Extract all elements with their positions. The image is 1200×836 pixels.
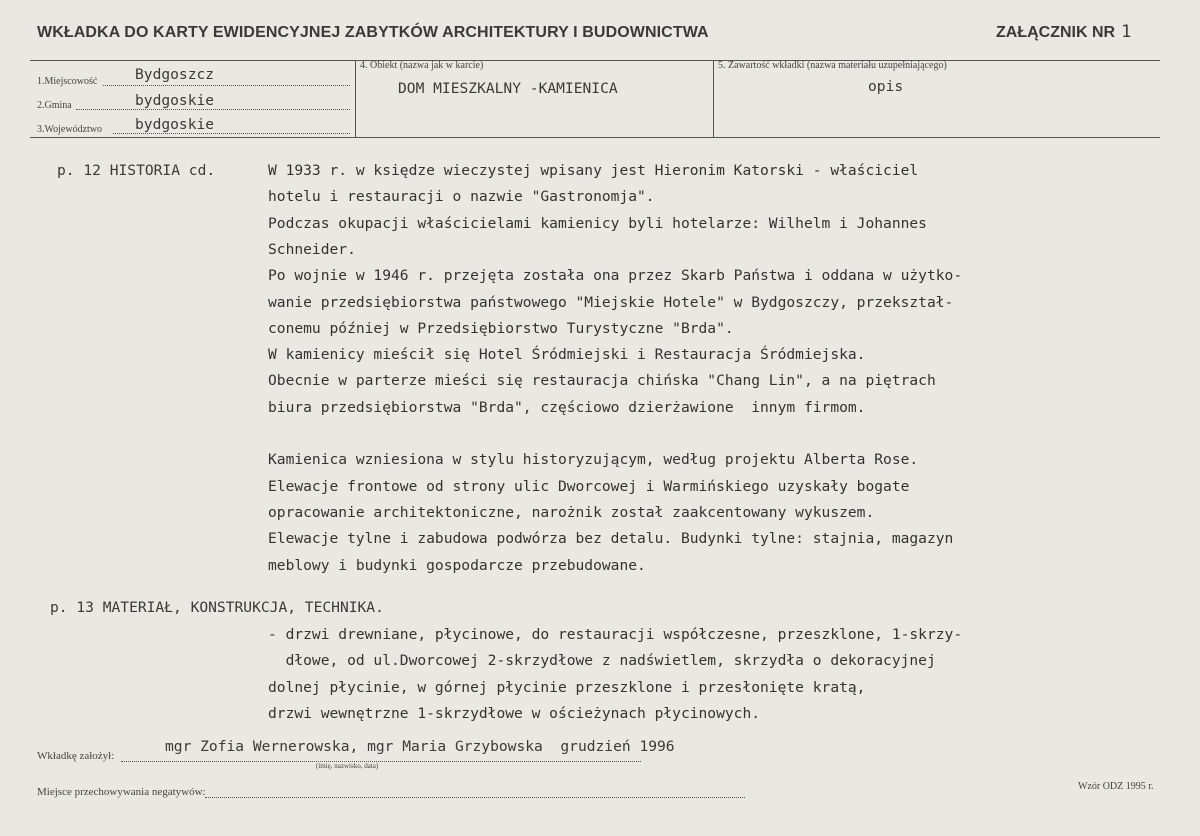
form-pattern: Wzór ODZ 1995 r. [1078, 781, 1154, 792]
section-13-heading: p. 13 MATERIAŁ, KONSTRUKCJA, TECHNIKA. [50, 599, 384, 616]
annex-label: ZAŁĄCZNIK NR [996, 24, 1116, 41]
text-line: hotelu i restauracji o nazwie "Gastronomja". [268, 188, 655, 206]
locality-label: 1.Miejscowość [37, 76, 98, 87]
text-line: Podczas okupacji właścicielami kamienicy byli hotelarze: Wilhelm i Johannes [268, 214, 927, 232]
text-line: - drzwi drewniane, płycinowe, do restauracji współczesne, przeszklone, 1-skrzy- [268, 626, 963, 643]
text-line: Po wojnie w 1946 r. przejęta została ona przez Skarb Państwa i oddana w użytko- [268, 267, 963, 285]
text-line: dłowe, od ul.Dworcowej 2-skrzydłowe z nadświetlem, skrzydła o dekoracyjnej [268, 652, 936, 670]
contents-label: 5. Zawartość wkładki (nazwa materiału uzupełniającego) [718, 60, 947, 71]
header-divider-2 [713, 60, 714, 138]
text-line: dolnej płycinie, w górnej płycinie przeszklone i przesłonięte kratą, [268, 678, 866, 696]
text-line: opracowanie architektoniczne, narożnik został zaakcentowany wykuszem. [268, 503, 875, 521]
commune-value: bydgoskie [135, 92, 215, 109]
text-line: biura przedsiębiorstwa "Brda", częściowo dzierżawione innym firmom. [268, 398, 866, 416]
text-line: conemu później w Przedsiębiorstwo Turystyczne "Brda". [268, 319, 734, 337]
text-line: wanie przedsiębiorstwa państwowego "Miejskie Hotele" w Bydgoszczy, przekształ- [268, 293, 954, 311]
text-line: W 1933 r. w księdze wieczystej wpisany jest Hieronim Katorski - właściciel [268, 162, 919, 179]
locality-value: Bydgoszcz [135, 66, 215, 83]
object-value: DOM MIESZKALNY -KAMIENICA [398, 80, 618, 97]
annex-heading [996, 22, 1131, 42]
province-dots [113, 133, 350, 134]
locality-dots [103, 85, 350, 86]
annex-number: 1 [1121, 22, 1132, 42]
text-line: Schneider. [268, 240, 356, 258]
province-label: 3.Województwo [37, 124, 103, 135]
text-line: drzwi wewnętrzne 1-skrzydłowe w ościeżynach płycinowych. [268, 704, 761, 722]
text-line: meblowy i budynki gospodarcze przebudowane. [268, 556, 646, 574]
contents-value: opis [868, 78, 904, 95]
header-top-rule [30, 60, 1160, 61]
storage-label: Miejsce przechowywania negatywów: [37, 786, 206, 798]
text-line: W kamienicy mieścił się Hotel Śródmiejski i Restauracja Śródmiejska. [268, 346, 866, 364]
text-line: Kamienica wzniesiona w stylu historyzującym, według projektu Alberta Rose. [268, 451, 919, 469]
founded-dots [121, 761, 641, 762]
storage-dots [205, 797, 745, 798]
founded-hint: (imię, nazwisko, data) [316, 762, 379, 770]
province-value: bydgoskie [135, 116, 215, 133]
text-line: Obecnie w parterze mieści się restauracja chińska "Chang Lin", a na piętrach [268, 372, 936, 390]
card-title: WKŁADKA DO KARTY EWIDENCYJNEJ ZABYTKÓW ARCHITEKTURY I BUDOWNICTWA [37, 24, 709, 41]
object-label: 4. Obiekt (nazwa jak w karcie) [360, 60, 484, 71]
text-line: Elewacje frontowe od strony ulic Dworcowej i Warmińskiego uzyskały bogate [268, 477, 910, 495]
header-divider-1 [355, 60, 356, 138]
text-line: Elewacje tylne i zabudowa podwórza bez detalu. Budynki tylne: stajnia, magazyn [268, 530, 954, 548]
commune-label: 2.Gmina [37, 100, 72, 111]
founded-label: Wkładkę założył: [37, 750, 115, 762]
section-12-heading: p. 12 HISTORIA cd. [57, 162, 216, 179]
founded-value: mgr Zofia Wernerowska, mgr Maria Grzybowska grudzień 1996 [165, 738, 675, 755]
header-bottom-rule [30, 137, 1160, 138]
commune-dots [76, 109, 350, 110]
